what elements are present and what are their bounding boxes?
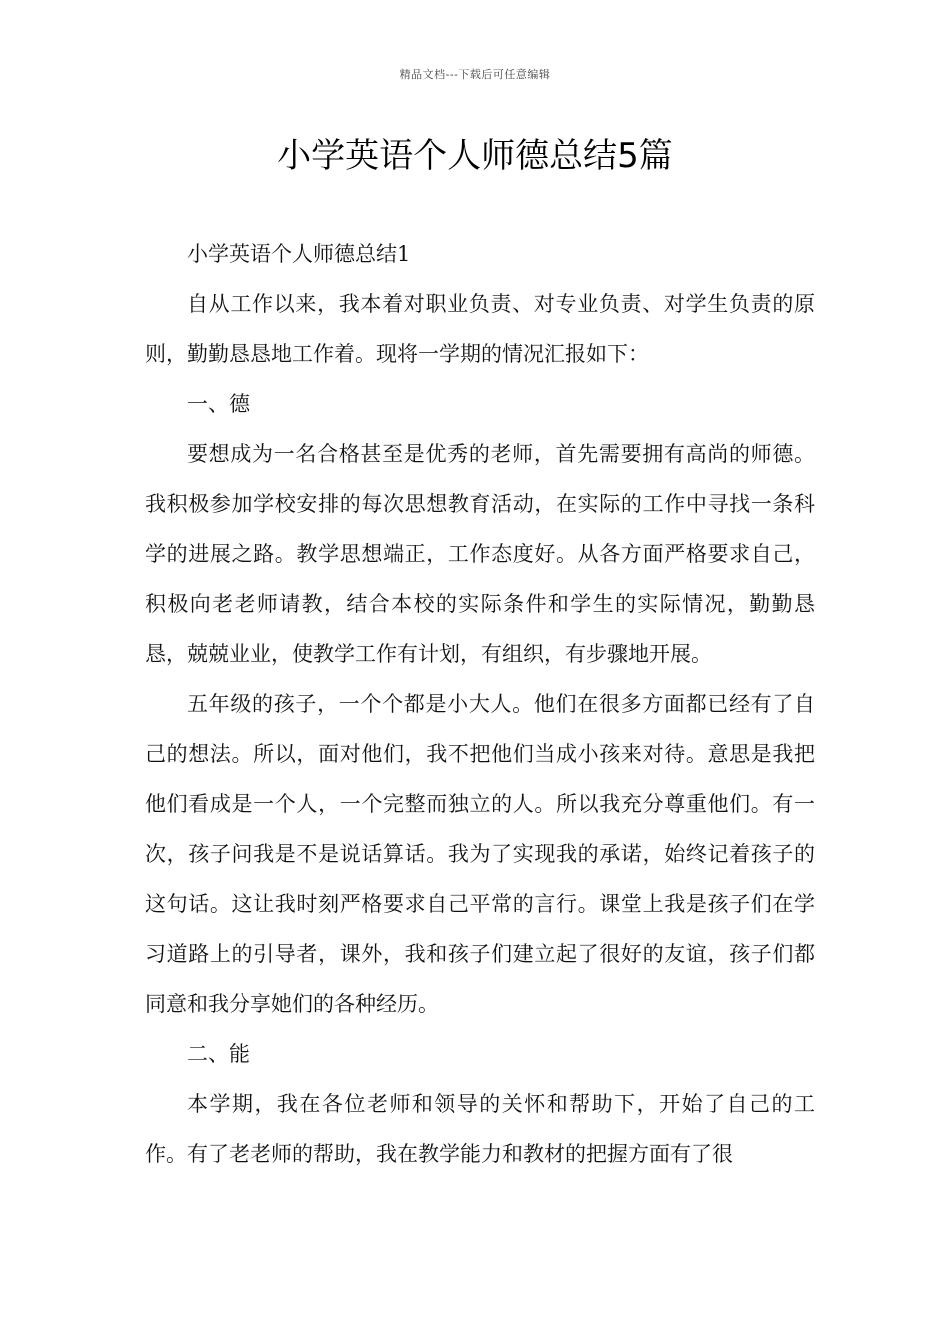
document-title: 小学英语个人师德总结5篇 (277, 136, 673, 176)
paragraph-intro: 自从工作以来，我本着对职业负责、对专业负责、对学生负责的原则，勤勤恳恳地工作着。现将一学期的情况汇报如下： (145, 292, 815, 366)
document-body (145, 229, 815, 1179)
paragraph-ability: 本学期，我在各位老师和领导的关怀和帮助下，开始了自己的工作。有了老老师的帮助，我在教学能力和教材的把握方面有了很 (145, 1092, 815, 1166)
section-heading-virtue: 一、德 (187, 392, 250, 416)
paragraph-virtue: 要想成为一名合格甚至是优秀的老师，首先需要拥有高尚的师德。我积极参加学校安排的每次思想教育活动，在实际的工作中寻找一条科学的进展之路。教学思想端正，工作态度好。从各方面严格要求自己，积极向老老师请教，结合本校的实际条件和学生的实际情况，勤勤恳恳，兢兢业业，使教学工作有计划，有组织，有步骤地开展。 (145, 442, 815, 666)
paragraph-students: 五年级的孩子，一个个都是小大人。他们在很多方面都已经有了自己的想法。所以，面对他们，我不把他们当成小孩来对待。意思是我把他们看成是一个人，一个完整而独立的人。所以我充分尊重他们。有一次，孩子问我是不是说话算话。我为了实现我的承诺，始终记着孩子的这句话。这让我时刻严格要求自己平常的言行。课堂上我是孩子们在学习道路上的引导者，课外，我和孩子们建立起了很好的友谊，孩子们都同意和我分享她们的各种经历。 (145, 692, 815, 1016)
section-heading-ability: 二、能 (187, 1042, 250, 1066)
header-note: 精品文档---下载后可任意编辑 (399, 68, 551, 81)
section-heading-summary-1: 小学英语个人师德总结1 (187, 242, 411, 266)
